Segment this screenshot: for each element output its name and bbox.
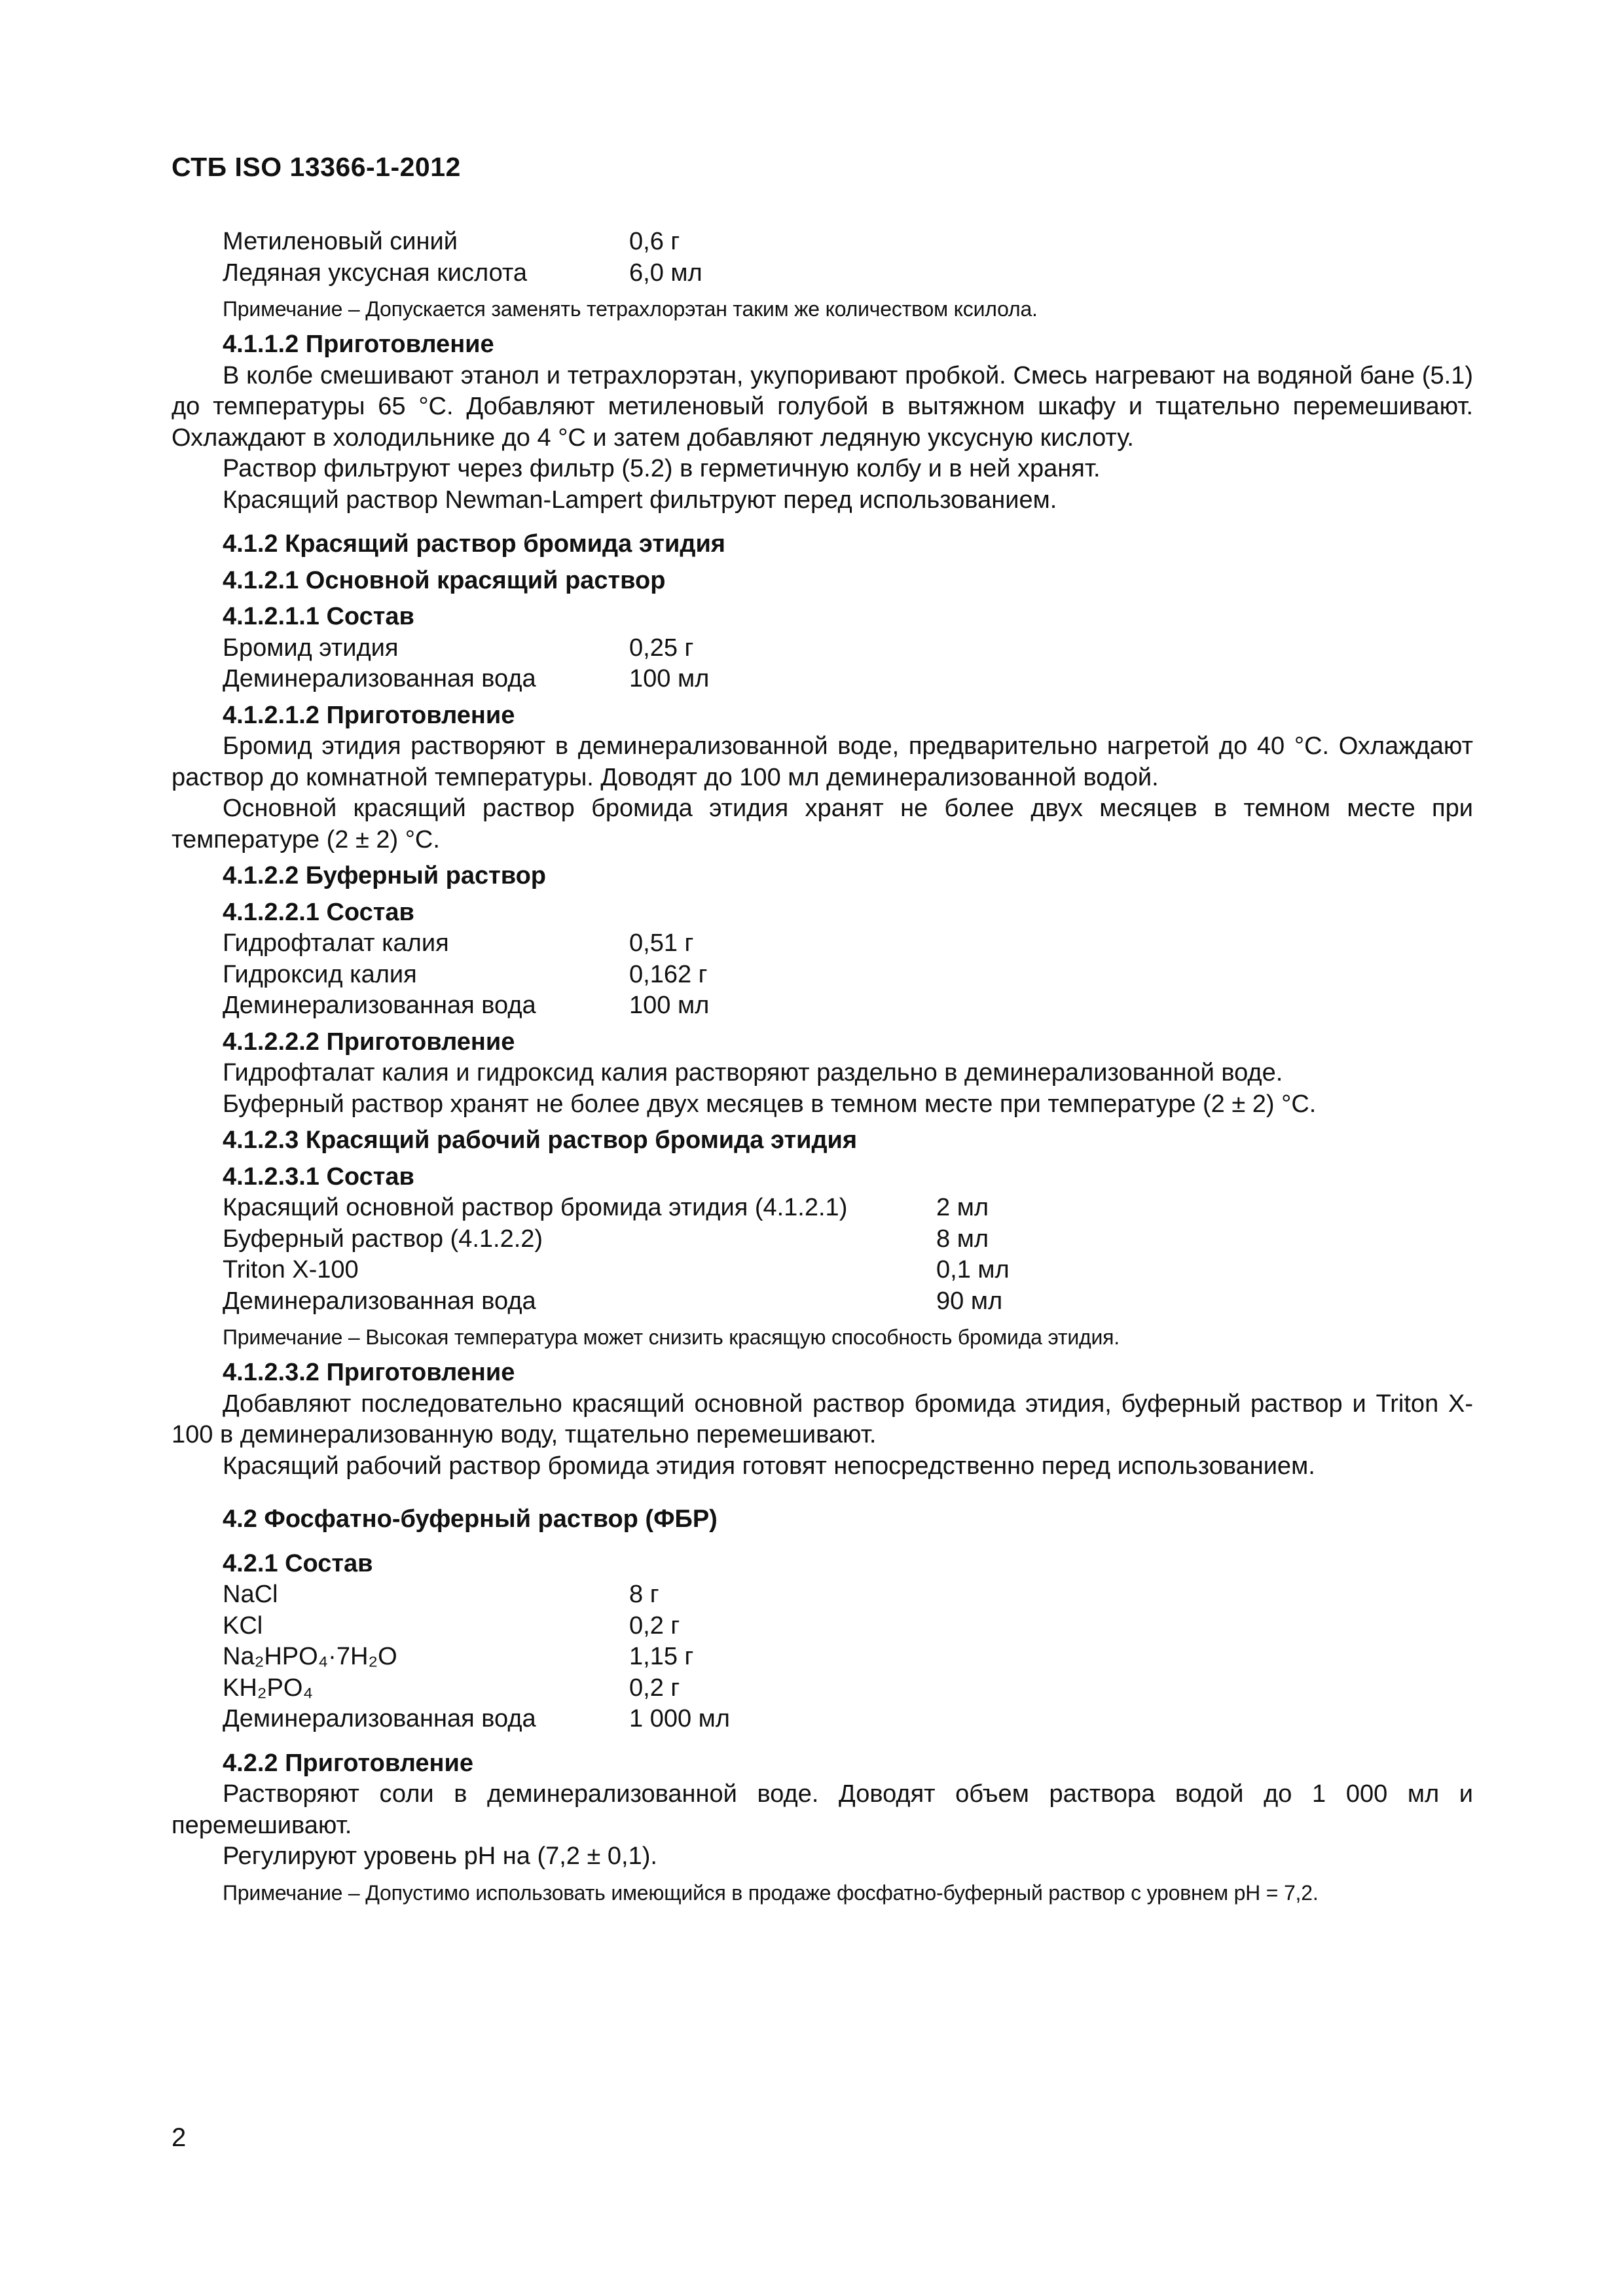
section-heading: 4.1.1.2 Приготовление bbox=[223, 331, 494, 358]
composition-row bbox=[172, 1255, 1473, 1286]
ingredient-amount: 0,6 г bbox=[629, 228, 680, 255]
composition-row bbox=[172, 633, 1473, 664]
composition-row bbox=[172, 1579, 1473, 1611]
section-heading: 4.1.2.2 Буферный раствор bbox=[223, 862, 546, 889]
section-heading: 4.1.2 Красящий раствор бромида этидия bbox=[223, 530, 725, 558]
note: Примечание – Высокая температура может снизить красящую способность бромида этидия. bbox=[223, 1325, 1120, 1349]
section-heading: 4.1.2.2.2 Приготовление bbox=[223, 1028, 515, 1056]
ingredient-name: Гидроксид калия bbox=[223, 960, 417, 988]
ingredient-name: Na₂HPO₄·7H₂O bbox=[223, 1643, 397, 1670]
ingredient-name: KH₂PO₄ bbox=[223, 1674, 313, 1702]
section-heading: 4.1.2.1.2 Приготовление bbox=[223, 701, 515, 729]
section-heading: 4.2 Фосфатно-буферный раствор (ФБР) bbox=[223, 1505, 718, 1533]
document-body bbox=[172, 226, 1473, 1908]
ingredient-amount: 2 мл bbox=[936, 1194, 989, 1221]
document-header: СТБ ISO 13366-1-2012 bbox=[172, 152, 461, 182]
ingredient-name: Буферный раствор (4.1.2.2) bbox=[223, 1225, 543, 1253]
ingredient-name: Деминерализованная вода bbox=[223, 665, 536, 692]
ingredient-amount: 90 мл bbox=[936, 1287, 1003, 1315]
ingredient-name: Деминерализованная вода bbox=[223, 1287, 536, 1315]
section-heading: 4.1.2.1.1 Состав bbox=[223, 603, 414, 630]
ingredient-amount: 100 мл bbox=[629, 665, 710, 692]
composition-row bbox=[172, 226, 1473, 258]
ingredient-amount: 0,162 г bbox=[629, 960, 708, 988]
composition-row bbox=[172, 258, 1473, 289]
paragraph: В колбе смешивают этанол и тетрахлорэтан, укупоривают пробкой. Смесь нагревают на водяной бане (5.1) до температуры 65 °С. Добавляют метиленовый голубой в вытяжном шкафу и тщательно перемешивают. Охлаждают в холодильнике до 4 °С и затем добавляют ледяную уксусную кислоту. bbox=[172, 361, 1473, 452]
paragraph: Растворяют соли в деминерализованной воде. Доводят объем раствора водой до 1 000 мл и перемешивают. bbox=[172, 1780, 1473, 1839]
ingredient-name: NaCl bbox=[223, 1581, 278, 1608]
section-heading: 4.1.2.2.1 Состав bbox=[223, 898, 414, 926]
ingredient-amount: 6,0 мл bbox=[629, 259, 702, 287]
paragraph: Основной красящий раствор бромида этидия хранят не более двух месяцев в темном месте при температуре (2 ± 2) °С. bbox=[172, 795, 1473, 853]
ingredient-name: Бромид этидия bbox=[223, 634, 399, 662]
composition-row bbox=[172, 1611, 1473, 1642]
ingredient-amount: 8 мл bbox=[936, 1225, 989, 1253]
paragraph: Гидрофталат калия и гидроксид калия растворяют раздельно в деминерализованной воде. bbox=[223, 1059, 1283, 1086]
paragraph: Красящий рабочий раствор бромида этидия готовят непосредственно перед использованием. bbox=[223, 1452, 1315, 1480]
paragraph: Буферный раствор хранят не более двух месяцев в темном месте при температуре (2 ± 2) °С. bbox=[223, 1090, 1317, 1118]
composition-row bbox=[172, 1704, 1473, 1735]
page-number: 2 bbox=[172, 2123, 187, 2152]
ingredient-name: Гидрофталат калия bbox=[223, 929, 449, 957]
ingredient-amount: 0,25 г bbox=[629, 634, 694, 662]
paragraph: Бромид этидия растворяют в деминерализованной воде, предварительно нагретой до 40 °С. Охлаждают раствор до комнатной температуры. Доводят до 100 мл деминерализованной водой. bbox=[172, 732, 1473, 791]
note: Примечание – Допускается заменять тетрахлорэтан таким же количеством ксилола. bbox=[223, 297, 1038, 321]
composition-row bbox=[172, 1673, 1473, 1704]
section-heading: 4.1.2.1 Основной красящий раствор bbox=[223, 566, 666, 594]
ingredient-amount: 0,2 г bbox=[629, 1611, 680, 1640]
composition-row bbox=[172, 990, 1473, 1022]
section-heading: 4.1.2.3 Красящий рабочий раствор бромида этидия bbox=[223, 1126, 858, 1154]
ingredient-name: Деминерализованная вода bbox=[223, 1705, 536, 1732]
section-heading: 4.1.2.3.1 Состав bbox=[223, 1162, 414, 1191]
paragraph: Красящий раствор Newman-Lampert фильтруют перед использованием. bbox=[223, 486, 1057, 514]
paragraph: Регулируют уровень pH на (7,2 ± 0,1). bbox=[223, 1842, 657, 1870]
ingredient-name: Деминерализованная вода bbox=[223, 992, 536, 1019]
ingredient-amount: 0,2 г bbox=[629, 1674, 680, 1702]
composition-row bbox=[172, 960, 1473, 991]
paragraph: Раствор фильтруют через фильтр (5.2) в герметичную колбу и в ней хранят. bbox=[223, 455, 1101, 482]
ingredient-amount: 0,1 мл bbox=[936, 1256, 1010, 1283]
composition-row bbox=[172, 1286, 1473, 1318]
ingredient-amount: 1 000 мл bbox=[629, 1705, 730, 1732]
ingredient-amount: 8 г bbox=[629, 1581, 659, 1608]
section-heading: 4.2.1 Состав bbox=[223, 1549, 373, 1577]
ingredient-name: Ледяная уксусная кислота bbox=[223, 259, 527, 287]
ingredient-name: Красящий основной раствор бромида этидия (4.1.2.1) bbox=[223, 1194, 848, 1221]
composition-row bbox=[172, 928, 1473, 960]
ingredient-name: KCl bbox=[223, 1611, 263, 1640]
composition-row bbox=[172, 664, 1473, 695]
composition-row bbox=[172, 1641, 1473, 1673]
ingredient-amount: 100 мл bbox=[629, 992, 710, 1019]
composition-row bbox=[172, 1224, 1473, 1255]
section-heading: 4.1.2.3.2 Приготовление bbox=[223, 1359, 515, 1386]
ingredient-amount: 1,15 г bbox=[629, 1643, 694, 1670]
ingredient-name: Triton X-100 bbox=[223, 1256, 359, 1283]
paragraph: Добавляют последовательно красящий основной раствор бромида этидия, буферный раствор и Triton X-100 в деминерализованную воду, тщательно перемешивают. bbox=[172, 1390, 1473, 1448]
ingredient-name: Метиленовый синий bbox=[223, 228, 458, 255]
section-heading: 4.2.2 Приготовление bbox=[223, 1749, 473, 1777]
ingredient-amount: 0,51 г bbox=[629, 929, 694, 957]
note: Примечание – Допустимо использовать имеющийся в продаже фосфатно-буферный раствор с уровнем pH = 7,2. bbox=[223, 1880, 1319, 1905]
composition-row bbox=[172, 1193, 1473, 1224]
